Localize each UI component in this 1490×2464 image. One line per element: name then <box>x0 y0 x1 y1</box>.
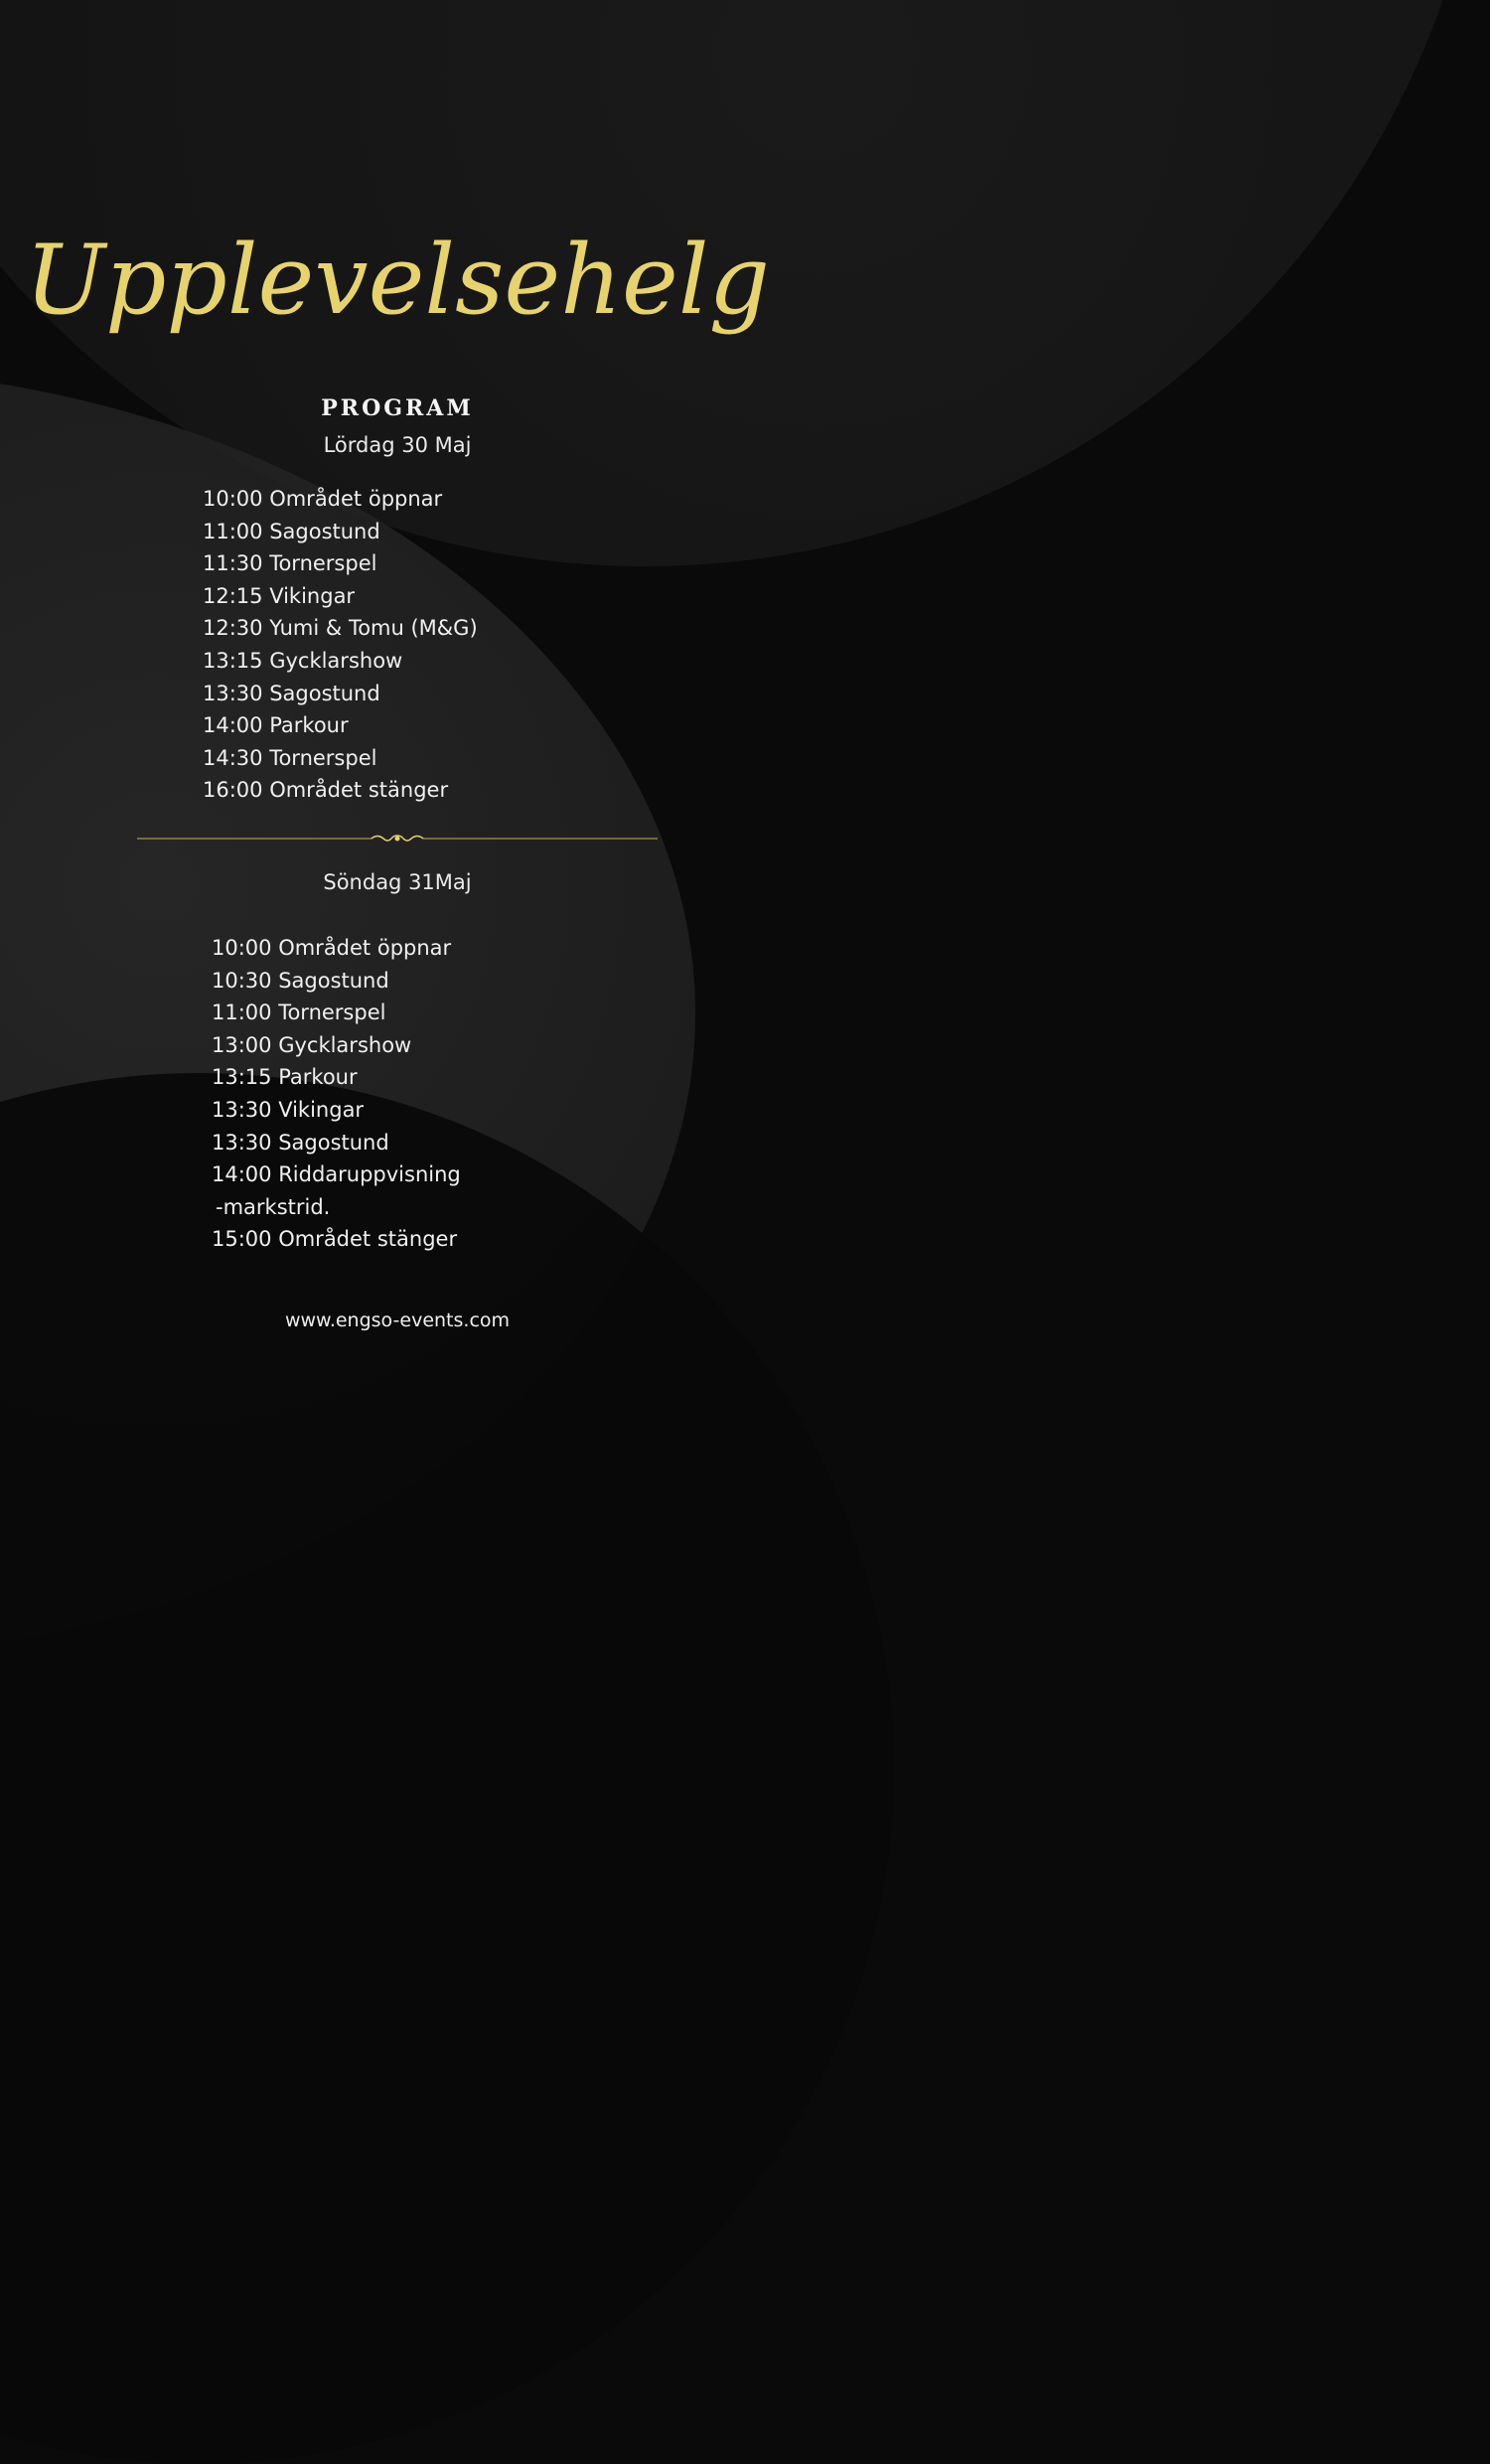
schedule-item: 13:30 Sagostund <box>203 681 380 705</box>
schedule-item: 10:00 Området öppnar <box>212 936 452 960</box>
program-heading: PROGRAM <box>321 395 474 421</box>
schedule-item: 14:00 Parkour <box>203 713 349 738</box>
schedule-item: 15:00 Området stänger <box>212 1227 458 1252</box>
headline-title <box>25 149 770 378</box>
schedule-item: 10:00 Området öppnar <box>203 487 443 511</box>
schedule-item: 16:00 Området stänger <box>203 778 449 803</box>
schedule-item: 14:00 Riddaruppvisning <box>212 1162 461 1187</box>
website-link[interactable]: www.engso-events.com <box>284 1309 511 1331</box>
schedule-item: 10:30 Sagostund <box>212 968 389 993</box>
headline-script-svg <box>25 149 770 378</box>
schedule-item: 11:00 Tornerspel <box>212 1001 386 1025</box>
schedule-item: 12:30 Yumi & Tomu (M&G) <box>203 616 478 641</box>
headline-text: Upplevelsehelg <box>25 225 770 336</box>
schedule-item: 13:30 Vikingar <box>212 1097 365 1122</box>
schedule-item: 14:30 Tornerspel <box>203 745 377 770</box>
background-arc-bottom <box>0 1073 894 2464</box>
schedule-item-continuation: -markstrid. <box>216 1194 331 1219</box>
saturday-title: Lördag 30 Maj <box>323 433 472 457</box>
schedule-item: 11:30 Tornerspel <box>203 551 377 576</box>
schedule-item: 13:15 Parkour <box>212 1065 358 1090</box>
sunday-title: Söndag 31Maj <box>323 870 472 894</box>
saturday-schedule <box>203 483 478 807</box>
schedule-item: 13:00 Gycklarshow <box>212 1032 412 1057</box>
schedule-item: 12:15 Vikingar <box>203 583 356 608</box>
ornament-divider <box>137 831 658 845</box>
sunday-schedule <box>212 932 461 1256</box>
schedule-item: 13:15 Gycklarshow <box>203 648 403 673</box>
schedule-item: 13:30 Sagostund <box>212 1130 389 1155</box>
schedule-item: 11:00 Sagostund <box>203 519 380 543</box>
